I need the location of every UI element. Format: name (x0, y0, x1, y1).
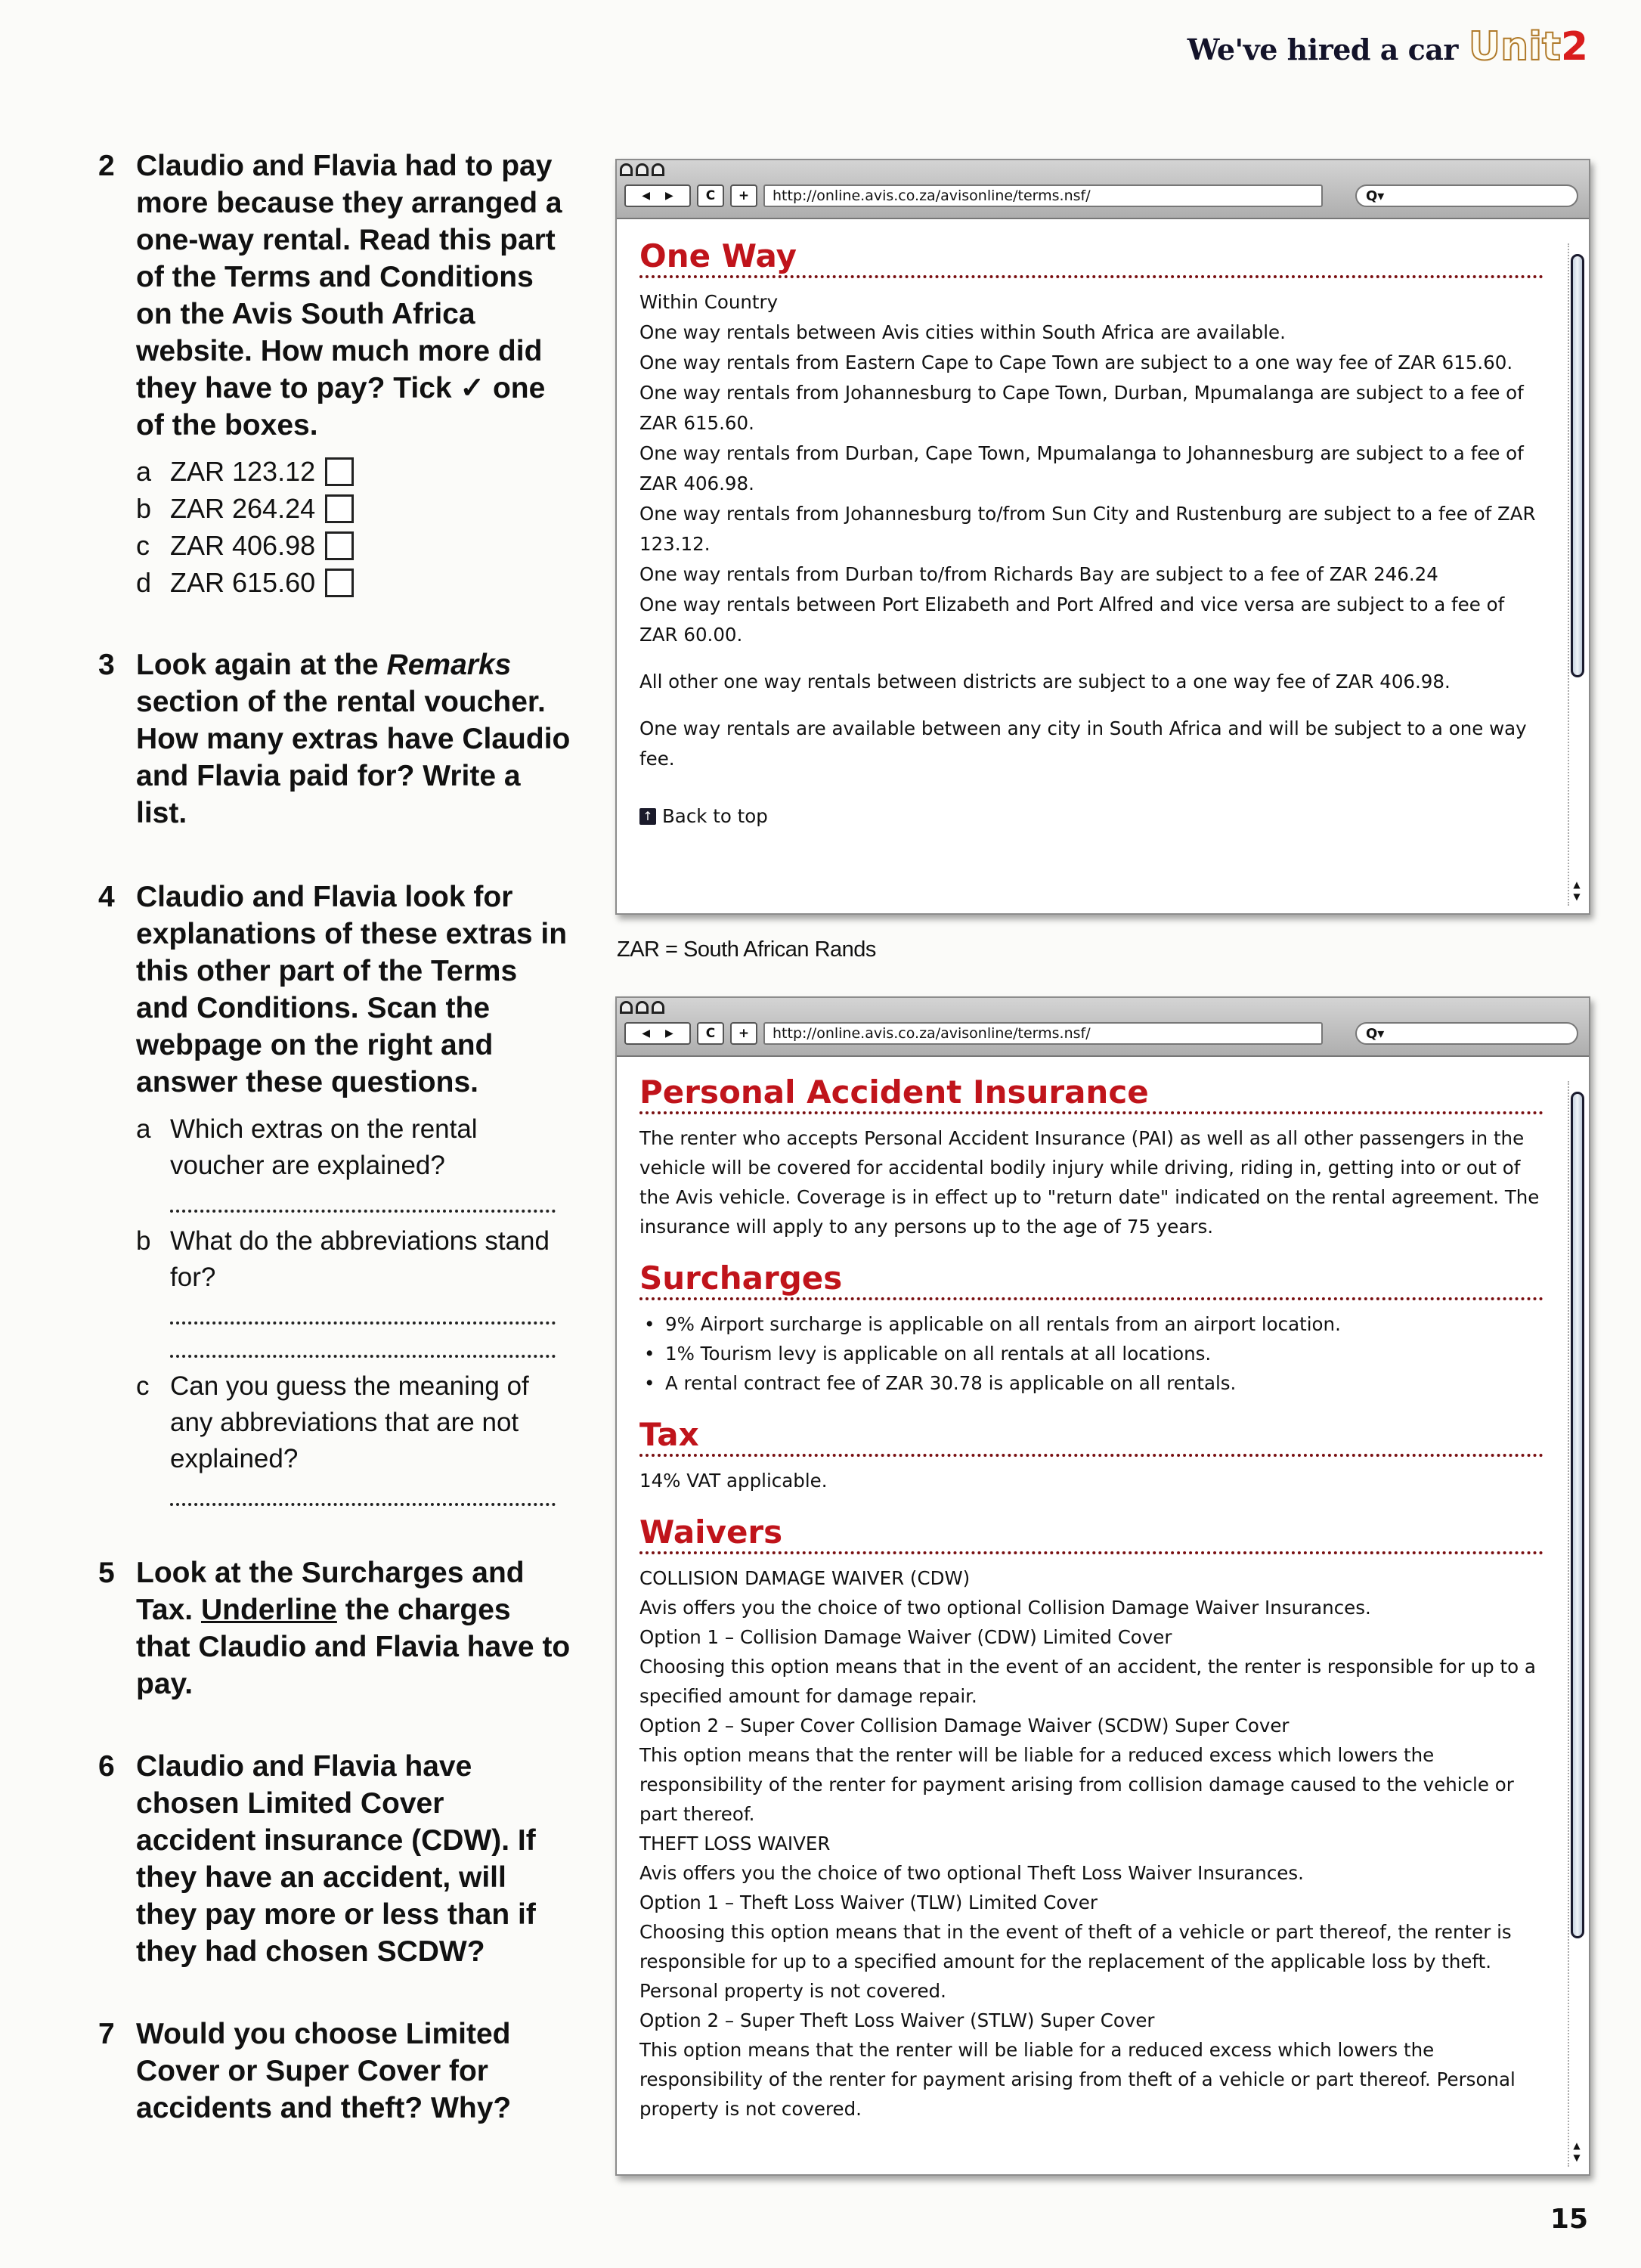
question-4: 4 Claudio and Flavia look for explanations of these extras in this other part of the Terms and Conditions. Scan the webpage on the right and answer these questions. a Which extras on the rental voucher are explained? b What do the abbreviations stand for? c Can you guess the meaning of any abbreviations that are not explained? (98, 878, 571, 1509)
back-forward-buttons (624, 184, 691, 207)
search-icon: Q▾ (1366, 1025, 1385, 1042)
vertical-scrollbar[interactable] (1568, 1081, 1584, 2167)
question-4a: a Which extras on the rental voucher are explained? (136, 1114, 478, 1180)
unit-title: We've hired a car (1187, 33, 1458, 67)
list-item: • A rental contract fee of ZAR 30.78 is applicable on all rentals. (639, 1368, 1543, 1398)
browser-window-one-way (615, 159, 1590, 915)
answer-line-4a[interactable] (170, 1210, 556, 1213)
question-4b: b What do the abbreviations stand for? (136, 1226, 550, 1292)
question-2-text: Claudio and Flavia had to pay more because they arranged a one-way rental. Read this part of the Terms and Conditions on the Avis South Africa website. How much more did they have to pay? Tick ✓ one of the boxes. (136, 150, 562, 442)
section-title-tax: Tax (639, 1418, 1543, 1457)
question-6: 6 Claudio and Flavia have chosen Limited Cover accident insurance (CDW). If they have an accident, will they pay more or less than if they had chosen SCDW? (98, 1748, 571, 1970)
text-line: One way rentals from Johannesburg to Cape Town, Durban, Mpumalanga are subject to a fee of ZAR 615.60. (639, 382, 1524, 434)
text-line: All other one way rentals between districts are subject to a one way fee of ZAR 406.98. (639, 671, 1451, 692)
scroll-thumb[interactable] (1571, 254, 1584, 677)
tick-box-a[interactable] (325, 457, 354, 486)
running-header (1187, 24, 1588, 70)
question-7-text: Would you choose Limited Cover or Super Cover for accidents and theft? Why? (136, 2018, 512, 2124)
question-2: 2 Claudio and Flavia had to pay more because they arranged a one-way rental. Read this part of the Terms and Conditions on the Avis South Africa website. How much more did they have to pay? Tick ✓ one of the boxes. a ZAR 123.12 b ZAR 264.24 c ZAR 406.98 d ZAR 615.60 (98, 147, 571, 601)
text-line: Choosing this option means that in the event of an accident, the renter is responsible for up to a specified amount for damage repair. (639, 1656, 1536, 1707)
question-7: 7 Would you choose Limited Cover or Super Cover for accidents and theft? Why? (98, 2015, 571, 2127)
list-item: • 9% Airport surcharge is applicable on all rentals from an airport location. (639, 1309, 1543, 1339)
scroll-arrows[interactable]: ▲ ▼ (1573, 879, 1581, 902)
question-4-text: Claudio and Flavia look for explanations of these extras in this other part of the Terms and Conditions. Scan the webpage on the right and answer these questions. (136, 881, 568, 1098)
text-line: This option means that the renter will be liable for a reduced excess which lowers the responsibility of the renter for payment arising from collision damage caused to the vehicle or part thereof. (639, 1744, 1514, 1825)
answer-line-4b-2[interactable] (170, 1355, 556, 1358)
text-line: One way rentals are available between any city in South Africa and will be subject to a one way fee. (639, 717, 1527, 770)
browser-toolbar (617, 160, 1589, 219)
text-line: One way rentals from Durban, Cape Town, Mpumalanga to Johannesburg are subject to a fee of ZAR 406.98. (639, 442, 1524, 494)
question-3: 3 Look again at the Remarks section of the rental voucher. How many extras have Claudio and Flavia paid for? Write a list. (98, 646, 571, 832)
reload-button[interactable]: C (697, 1022, 724, 1045)
forward-arrow-icon[interactable]: ▶ (665, 190, 673, 202)
search-field[interactable] (1355, 184, 1578, 207)
text-line: THEFT LOSS WAIVER (639, 1833, 831, 1854)
zoom-window-button[interactable] (652, 163, 664, 176)
text-line: One way rentals from Durban to/from Richards Bay are subject to a fee of ZAR 246.24 (639, 563, 1438, 585)
question-6-text: Claudio and Flavia have chosen Limited Cover accident insurance (CDW). If they have an accident, will they pay more or less than if they had chosen SCDW? (136, 1750, 536, 1968)
scroll-thumb[interactable] (1571, 1092, 1584, 1938)
text-line: Choosing this option means that in the event of theft of a vehicle or part thereof, the renter is responsible for up to a specified amount for the replacement of the applicable loss by theft. Personal property is not covered. (639, 1921, 1512, 2002)
forward-arrow-icon[interactable]: ▶ (665, 1027, 673, 1040)
back-arrow-icon[interactable]: ◀ (642, 1027, 650, 1040)
question-3-text: Look again at the Remarks section of the rental voucher. How many extras have Claudio and Flavia paid for? Write a list. (136, 649, 571, 829)
question-5: 5 Look at the Surcharges and Tax. Underline the charges that Claudio and Flavia have to pay. (98, 1554, 571, 1703)
browser-toolbar (617, 998, 1589, 1057)
text-line: Within Country (639, 291, 779, 313)
minimize-window-button[interactable] (636, 163, 649, 176)
currency-caption: ZAR = South African Rands (617, 937, 876, 962)
zoom-window-button[interactable] (652, 1001, 664, 1014)
add-bookmark-button[interactable]: + (730, 184, 757, 207)
text-line: One way rentals between Port Elizabeth and Port Alfred and vice versa are subject to a fee of ZAR 60.00. (639, 593, 1505, 646)
search-field[interactable] (1355, 1022, 1578, 1045)
window-controls (620, 1001, 664, 1014)
option-b: b ZAR 264.24 (136, 490, 571, 527)
question-4c: c Can you guess the meaning of any abbreviations that are not explained? (136, 1371, 529, 1473)
text-line: One way rentals from Eastern Cape to Cape Town are subject to a one way fee of ZAR 615.60. (639, 352, 1513, 373)
answer-line-4b-1[interactable] (170, 1321, 556, 1325)
text-line: This option means that the renter will be liable for a reduced excess which lowers the responsibility of the renter for payment arising from theft of a vehicle or part thereof. Personal property is not covered. (639, 2039, 1516, 2120)
text-line: Avis offers you the choice of two optional Collision Damage Waiver Insurances. (639, 1597, 1371, 1619)
vertical-scrollbar[interactable] (1568, 243, 1584, 906)
browser-window-terms (615, 996, 1590, 2176)
surcharges-list (639, 1309, 1543, 1398)
question-5-text: Look at the Surcharges and Tax. Underline the charges that Claudio and Flavia have to pay. (136, 1557, 571, 1700)
tick-box-b[interactable] (325, 494, 354, 523)
tax-text: 14% VAT applicable. (639, 1470, 828, 1492)
text-line: COLLISION DAMAGE WAIVER (CDW) (639, 1567, 971, 1589)
text-line: One way rentals from Johannesburg to/from Sun City and Rustenburg are subject to a fee of ZAR 123.12. (639, 503, 1536, 555)
exercise-column (98, 147, 571, 2161)
tick-box-d[interactable] (325, 569, 354, 597)
back-to-top-link[interactable]: ↑ Back to top (639, 801, 1543, 832)
reload-button[interactable]: C (697, 184, 724, 207)
text-line: Option 1 – Collision Damage Waiver (CDW) Limited Cover (639, 1626, 1172, 1648)
minimize-window-button[interactable] (636, 1001, 649, 1014)
close-window-button[interactable] (620, 163, 633, 176)
page-number: 15 (1550, 2204, 1588, 2235)
address-bar[interactable]: http://online.avis.co.za/avisonline/terms.nsf/ (763, 184, 1323, 207)
window-controls (620, 163, 664, 176)
section-title-surcharges: Surcharges (639, 1261, 1543, 1300)
text-line: Option 1 – Theft Loss Waiver (TLW) Limited Cover (639, 1892, 1098, 1913)
scroll-arrows[interactable]: ▲ ▼ (1573, 2140, 1581, 2163)
option-d: d ZAR 615.60 (136, 564, 571, 601)
page-content (617, 219, 1589, 847)
section-title-waivers: Waivers (639, 1515, 1543, 1554)
search-icon: Q▾ (1366, 187, 1385, 204)
back-forward-buttons (624, 1022, 691, 1045)
text-line: Avis offers you the choice of two optional Theft Loss Waiver Insurances. (639, 1862, 1304, 1884)
close-window-button[interactable] (620, 1001, 633, 1014)
add-bookmark-button[interactable]: + (730, 1022, 757, 1045)
text-line: One way rentals between Avis cities within South Africa are available. (639, 321, 1286, 343)
text-line: Option 2 – Super Cover Collision Damage Waiver (SCDW) Super Cover (639, 1715, 1290, 1737)
answer-line-4c[interactable] (170, 1503, 556, 1506)
section-title-one-way: One Way (639, 239, 1543, 278)
arrow-up-icon: ↑ (639, 808, 656, 825)
unit-label: Unit2 (1468, 24, 1588, 70)
address-bar[interactable]: http://online.avis.co.za/avisonline/terms.nsf/ (763, 1022, 1323, 1045)
section-title-pai: Personal Accident Insurance (639, 1075, 1543, 1114)
pai-text: The renter who accepts Personal Accident Insurance (PAI) as well as all other passengers in the vehicle will be covered for accidental bodily injury while driving, riding in, getting into or out of the Avis vehicle. Coverage is in effect up to "return date" indicated on the rental agreement. The insurance will apply to any persons up to the age of 75 years. (639, 1127, 1540, 1238)
text-line: Option 2 – Super Theft Loss Waiver (STLW) Super Cover (639, 2009, 1155, 2031)
list-item: • 1% Tourism levy is applicable on all rentals at all locations. (639, 1339, 1543, 1368)
option-c: c ZAR 406.98 (136, 527, 571, 564)
back-arrow-icon[interactable]: ◀ (642, 190, 650, 202)
answer-options (136, 453, 571, 601)
tick-box-c[interactable] (325, 531, 354, 560)
option-a: a ZAR 123.12 (136, 453, 571, 490)
page-content (617, 1057, 1589, 2139)
